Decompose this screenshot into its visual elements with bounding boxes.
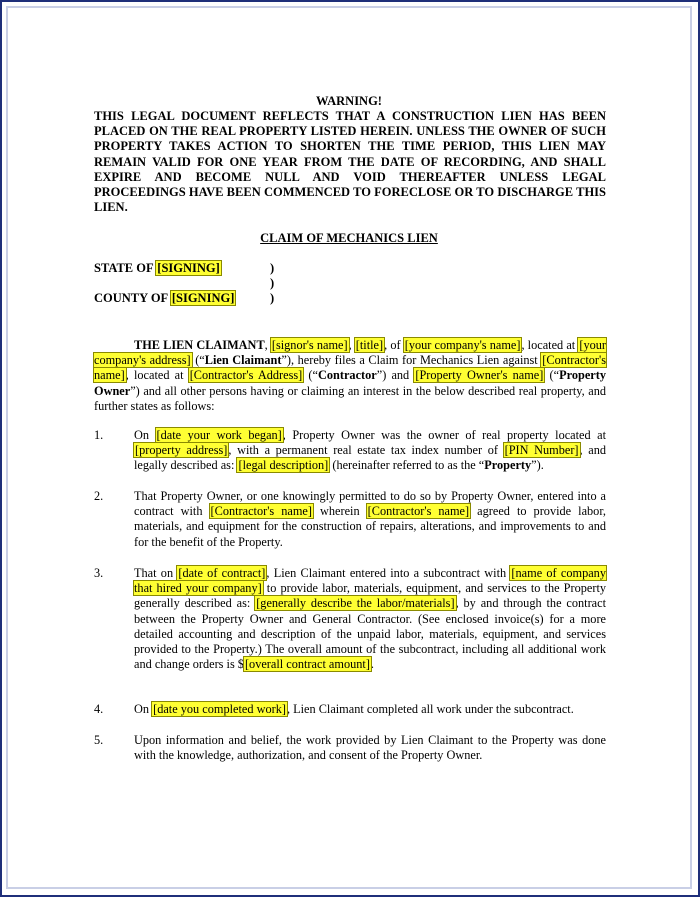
list-item bbox=[94, 566, 606, 672]
text: That on bbox=[134, 566, 178, 580]
defined-term: Contractor bbox=[318, 368, 377, 383]
text: agreed to provide labor, materials, and equipment for the construction of repairs, alterations, and improvements to and for the benefit of the Property. bbox=[134, 504, 607, 549]
text: . bbox=[370, 657, 374, 672]
item-number: 5. bbox=[94, 733, 104, 747]
text: ”), hereby files a Claim for Mechanics Lien against bbox=[281, 353, 542, 368]
contract-amount-field[interactable]: [overall contract amount] bbox=[244, 657, 370, 672]
text: On bbox=[134, 702, 153, 716]
item-text bbox=[134, 489, 606, 550]
text: , of bbox=[384, 338, 404, 352]
item-number: 4. bbox=[94, 702, 104, 716]
list-item bbox=[94, 733, 606, 763]
county-label: COUNTY OF bbox=[94, 291, 168, 305]
title-field[interactable]: [title] bbox=[355, 338, 384, 352]
defined-term: Lien Claimant bbox=[204, 353, 282, 368]
text: ”) and bbox=[376, 368, 415, 383]
text: to provide labor, materials, equipment, and services to the Property generally described as: bbox=[134, 581, 607, 611]
list-item bbox=[94, 702, 606, 717]
text: That Property Owner, or one knowingly permitted to do so by Property Owner, entered into a contract with bbox=[134, 489, 606, 519]
text: , Lien Claimant entered into a subcontract with bbox=[266, 566, 511, 580]
venue-paren: ) bbox=[270, 276, 275, 290]
text: , Lien Claimant completed all work under the subcontract. bbox=[286, 702, 574, 716]
contractor-name-field[interactable]: [Contractor's name] bbox=[210, 504, 312, 519]
defined-term: Property Owner bbox=[94, 368, 606, 398]
list-item bbox=[94, 428, 606, 474]
text: On bbox=[134, 428, 156, 442]
venue-paren: ) bbox=[270, 261, 275, 275]
claim-title: CLAIM OF MECHANICS LIEN bbox=[260, 231, 438, 245]
completion-date-field[interactable]: [date you completed work] bbox=[153, 702, 286, 716]
item-number: 1. bbox=[94, 428, 104, 442]
item-text bbox=[134, 702, 606, 717]
venue-paren: ) bbox=[270, 291, 275, 305]
text: , Property Owner was the owner of real property located at bbox=[282, 428, 607, 442]
item-number: 3. bbox=[94, 566, 104, 580]
signor-name-field[interactable]: [signor's name] bbox=[271, 338, 348, 352]
lien-claimant-lead: THE LIEN CLAIMANT bbox=[134, 338, 265, 352]
warning-body: THIS LEGAL DOCUMENT REFLECTS THAT A CONSTRUCTION LIEN HAS BEEN PLACED ON THE REAL PROPERTY LISTED HEREIN. UNLESS THE OWNER OF SUCH PROPERTY TAKES ACTION TO SHORTEN THE TIME PERIOD, THIS LIEN MAY REMAIN VALID FOR ONE YEAR FROM THE DATE OF RECORDING, AND SHALL EXPIRE AND BECOME NULL AND VOID THEREAFTER UNLESS LEGAL PROCEEDINGS HAVE BEEN COMMENCED TO FORECLOSE OR TO DISCHARGE THIS LIEN. bbox=[94, 109, 606, 215]
text: , by and through the contract between the Property Owner and General Contractor. (See enclosed invoice(s) for a more detailed accounting and description of the unpaid labor, materials, equipment, and services provided to the Property.) The overall amount of the subcontract, including all additional work and change orders is $ bbox=[134, 596, 607, 672]
warning-title: WARNING! bbox=[316, 94, 382, 108]
contractor-name-field[interactable]: [Contractor's name] bbox=[94, 353, 606, 383]
contractor-address-field[interactable]: [Contractor's Address] bbox=[189, 368, 303, 383]
state-field[interactable]: [SIGNING] bbox=[157, 261, 220, 275]
state-line bbox=[94, 261, 221, 276]
work-start-date-field[interactable]: [date your work began] bbox=[156, 428, 282, 442]
defined-term: Property bbox=[484, 458, 532, 473]
list-item bbox=[94, 489, 606, 550]
text: (“ bbox=[544, 368, 560, 383]
hiring-company-field[interactable]: [name of company that hired your company] bbox=[134, 566, 606, 596]
text: , and legally described as: bbox=[134, 443, 606, 473]
county-line bbox=[94, 291, 235, 306]
contractor-name-field[interactable]: [Contractor's name] bbox=[367, 504, 470, 519]
text: wherein bbox=[312, 504, 367, 519]
property-address-field[interactable]: [property address] bbox=[135, 443, 228, 458]
text: (hereinafter referred to as the “ bbox=[329, 458, 485, 473]
county-field[interactable]: [SIGNING] bbox=[171, 291, 235, 305]
text: , located at bbox=[521, 338, 579, 352]
text: (“ bbox=[303, 368, 318, 383]
item-text bbox=[134, 566, 606, 672]
document-page bbox=[8, 8, 690, 887]
state-label: STATE OF bbox=[94, 261, 154, 275]
item-number: 2. bbox=[94, 489, 104, 503]
item-text: Upon information and belief, the work provided by Lien Claimant to the Property was done with the knowledge, authorization, and consent of the Property Owner. bbox=[134, 733, 606, 763]
text: (“ bbox=[191, 353, 205, 368]
text: ”) and all other persons having or claiming an interest in the below described real property, and further states as follows: bbox=[94, 383, 606, 413]
intro-paragraph: THE LIEN CLAIMANT, [signor's name], [title], of [your company's name], located at [your company's address] (“Lien Claimant”), hereby files a Claim for Mechanics Lien against [Contractor's name], located at [Contractor's Address] (“Contractor”) and [Property Owner's name] (“Property Owner”) and all other persons having or claiming an interest in the below described real property, and further states as follows: bbox=[94, 338, 606, 413]
text: ”). bbox=[531, 458, 544, 473]
contract-date-field[interactable]: [date of contract] bbox=[178, 566, 266, 580]
property-owner-name-field[interactable]: [Property Owner's name] bbox=[415, 368, 544, 383]
legal-description-field[interactable]: [legal description] bbox=[238, 458, 329, 473]
labor-description-field[interactable]: [generally describe the labor/materials] bbox=[256, 596, 455, 611]
pin-number-field[interactable]: [PIN Number] bbox=[504, 443, 579, 458]
text: , with a permanent real estate tax index number of bbox=[228, 443, 504, 458]
company-name-field[interactable]: [your company's name] bbox=[404, 338, 521, 352]
item-text bbox=[134, 428, 606, 474]
company-address-field[interactable]: [your company's address] bbox=[94, 338, 606, 368]
text: , located at bbox=[125, 368, 189, 383]
